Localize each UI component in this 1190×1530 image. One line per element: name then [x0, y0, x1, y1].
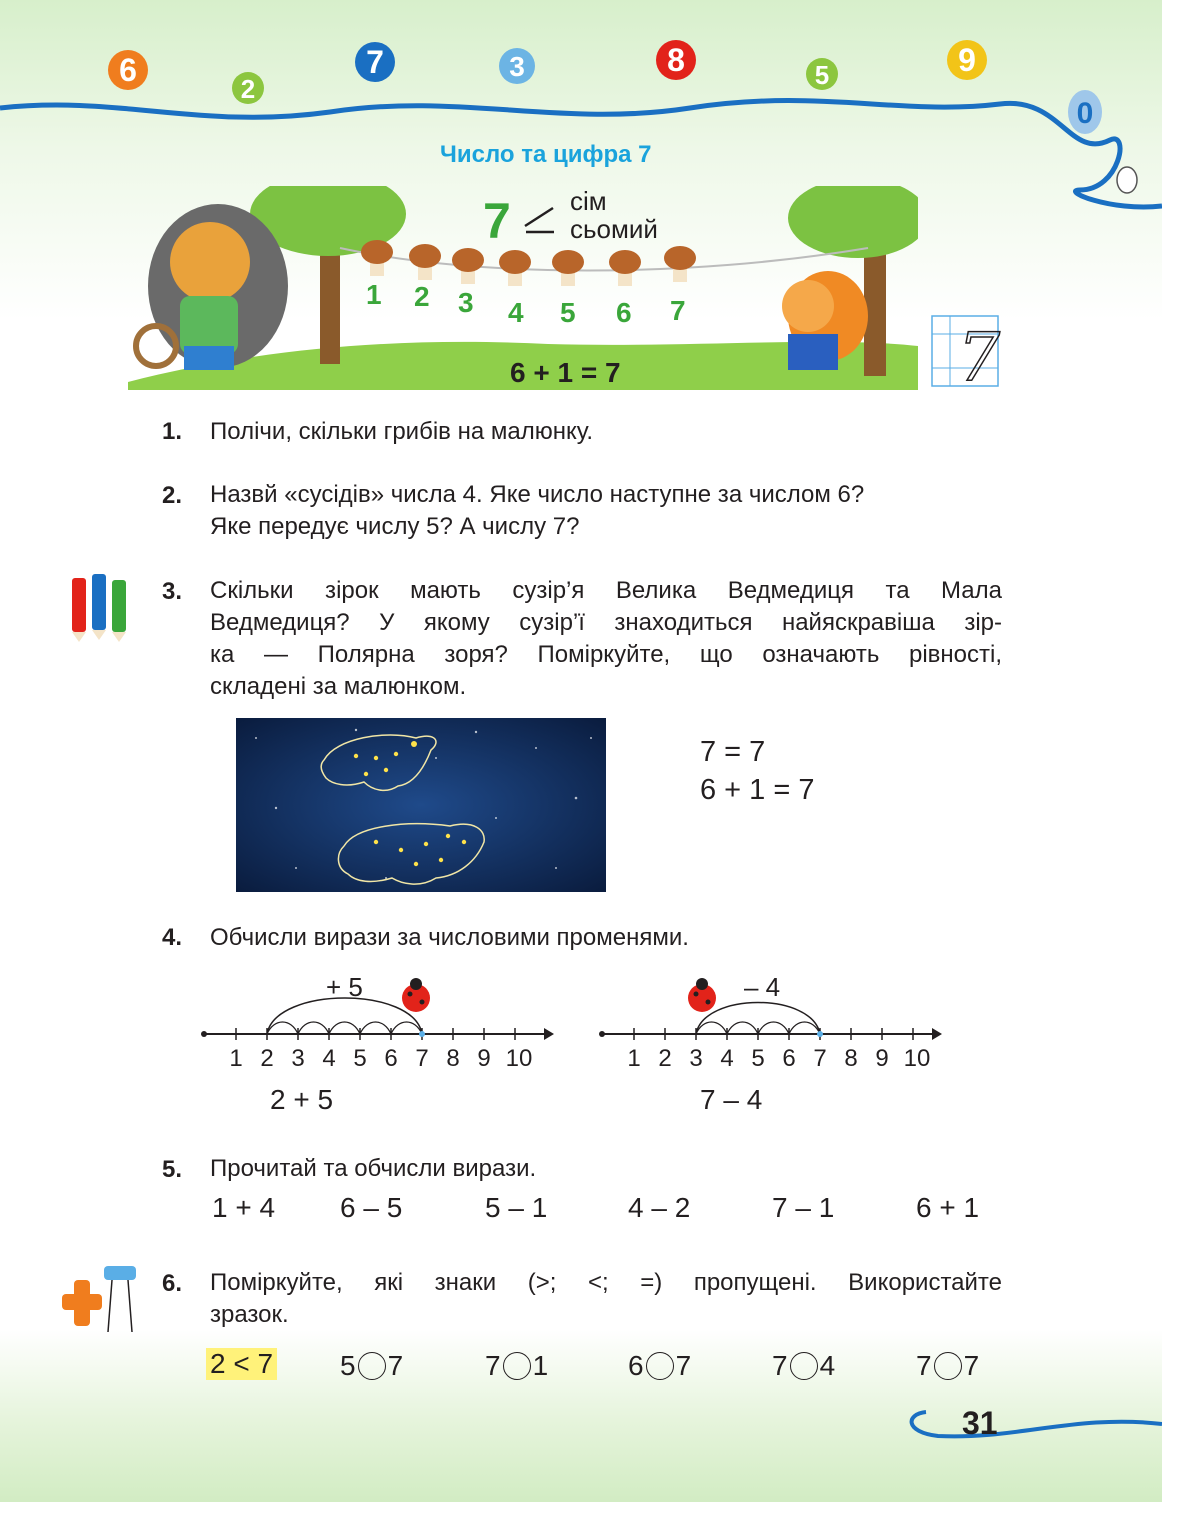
small-jumps-left — [267, 1022, 422, 1034]
big-digit-7: 7 — [483, 193, 511, 249]
digit-character-2 — [232, 72, 264, 104]
digit-character-7-label: 7 — [366, 44, 384, 80]
digit-characters-row — [0, 30, 1162, 210]
mushroom-2 — [409, 244, 441, 280]
right-tick-4: 4 — [720, 1045, 734, 1072]
right-tick-3: 3 — [689, 1045, 703, 1072]
mushroom-number-7: 7 — [670, 295, 686, 326]
expression-3: 5 – 1 — [485, 1192, 548, 1223]
exercise-2-number: 2. — [162, 482, 183, 509]
comparison-4-right: 4 — [819, 1350, 836, 1381]
page-title: Число та цифра 7 — [440, 141, 652, 168]
comparison-3-left: 6 — [628, 1350, 644, 1381]
digit-character-9 — [947, 40, 987, 80]
right-tick-9: 9 — [875, 1045, 889, 1072]
exercise-5-number: 5. — [162, 1156, 183, 1183]
number-line-left — [196, 968, 556, 1072]
comparison-1-right: 7 — [387, 1350, 404, 1381]
page-margin-right — [1162, 0, 1190, 1530]
right-tick-6: 6 — [782, 1045, 796, 1072]
right-expression: 7 – 4 — [700, 1084, 763, 1115]
sample-highlight: 2 < 7 — [206, 1348, 277, 1380]
comparison-2-right: 1 — [532, 1350, 549, 1381]
page-number: 31 — [962, 1405, 998, 1441]
constellations-picture — [236, 718, 606, 892]
pencils-group-icon — [60, 574, 136, 644]
right-tick-1: 1 — [627, 1045, 641, 1072]
exercise-3-line-3: ка — Полярна зоря? Поміркуйте, що означають рівності, — [210, 641, 1002, 668]
expression-1: 1 + 4 — [212, 1192, 276, 1223]
left-tick-6: 6 — [384, 1045, 398, 1072]
tree-crown-right — [788, 186, 918, 258]
comparison-4-blank[interactable] — [790, 1352, 818, 1380]
left-tick-9: 9 — [477, 1045, 491, 1072]
digit-character-3 — [499, 48, 535, 84]
exercise-3-line-2: Ведмедиця? У якому сузір’ї знаходиться найяскравіша зір- — [210, 609, 1002, 636]
exercise-3-equation-1: 7 = 7 — [700, 736, 766, 768]
scene-equation: 6 + 1 = 7 — [510, 357, 621, 388]
ladybug-icon-left — [402, 978, 430, 1012]
expression-5: 7 – 1 — [772, 1192, 835, 1223]
exercise-2-text — [210, 479, 1002, 543]
left-tick-2: 2 — [260, 1045, 274, 1072]
digit-character-3-label: 3 — [509, 51, 525, 82]
copybook-digit: 7 — [958, 319, 1000, 388]
expression-2: 6 – 5 — [340, 1192, 403, 1223]
mushroom-6 — [609, 250, 641, 286]
exercise-5-text: Прочитай та обчисли вирази. — [210, 1155, 537, 1182]
pointer-line-upper — [525, 208, 553, 226]
comparison-2 — [485, 1350, 548, 1382]
exercise-1-text: Полічи, скільки грибів на малюнку. — [210, 418, 593, 445]
comparison-4-left: 7 — [772, 1350, 788, 1381]
digit-character-8-label: 8 — [667, 42, 685, 78]
bottom-wave-decoration — [896, 1400, 1162, 1460]
left-expression: 2 + 5 — [270, 1084, 334, 1115]
mushroom-number-2: 2 — [414, 281, 430, 312]
comparison-sample — [206, 1348, 277, 1380]
expression-4: 4 – 2 — [628, 1192, 691, 1223]
digit-character-2-label: 2 — [240, 74, 256, 104]
left-tick-4: 4 — [322, 1045, 336, 1072]
mushroom-number-6: 6 — [616, 297, 632, 328]
exercise-6-text — [210, 1267, 1002, 1331]
comparison-3-right: 7 — [675, 1350, 692, 1381]
mushroom-7 — [664, 246, 696, 282]
comparison-1 — [340, 1350, 403, 1382]
digit-character-6 — [108, 50, 148, 90]
digit-character-9-label: 9 — [958, 42, 976, 78]
page-margin-bottom — [0, 1502, 1190, 1530]
mushroom-1 — [361, 240, 393, 276]
left-tick-7: 7 — [415, 1045, 429, 1072]
left-tick-3: 3 — [291, 1045, 305, 1072]
right-tick-8: 8 — [844, 1045, 858, 1072]
right-tick-2: 2 — [658, 1045, 672, 1072]
ladybug-icon-right — [688, 978, 716, 1012]
exercise-6-line-2: зразок. — [210, 1301, 289, 1328]
exercise-6-line-1: Поміркуйте, які знаки (>; <; =) пропущені. Використайте — [210, 1269, 1002, 1296]
comparison-1-left: 5 — [340, 1350, 356, 1381]
mushroom-number-4: 4 — [508, 297, 524, 328]
digit-character-7 — [355, 42, 395, 82]
left-tick-5: 5 — [353, 1045, 367, 1072]
right-jump-label: – 4 — [744, 972, 781, 1002]
exercise-1-number: 1. — [162, 418, 183, 445]
comparison-2-left: 7 — [485, 1350, 501, 1381]
comparison-5-right: 7 — [963, 1350, 980, 1381]
digit-character-6-label: 6 — [119, 52, 137, 88]
left-tick-10: 10 — [505, 1045, 533, 1072]
right-tick-7: 7 — [813, 1045, 827, 1072]
word-ordinal: сьомий — [570, 214, 658, 244]
mushroom-4 — [499, 250, 531, 286]
comparison-4 — [772, 1350, 835, 1382]
exercise-6-number: 6. — [162, 1270, 183, 1297]
comparison-3-blank[interactable] — [646, 1352, 674, 1380]
mushroom-number-5: 5 — [560, 297, 576, 328]
comparison-3 — [628, 1350, 691, 1382]
right-tick-10: 10 — [903, 1045, 931, 1072]
mushroom-scene-illustration — [128, 186, 918, 390]
comparison-1-blank[interactable] — [358, 1352, 386, 1380]
mushroom-number-1: 1 — [366, 279, 382, 310]
exercise-3-line-1: Скільки зірок мають сузір’я Велика Ведмедиця та Мала — [210, 577, 1002, 604]
exercise-4-number: 4. — [162, 924, 183, 951]
small-mascot-icon — [1117, 167, 1137, 193]
exercise-3-equation-2: 6 + 1 = 7 — [700, 774, 815, 806]
digit-character-8 — [656, 40, 696, 80]
left-tick-1: 1 — [229, 1045, 243, 1072]
comparison-5 — [916, 1350, 979, 1382]
digit-character-0-label: 0 — [1076, 97, 1094, 130]
exercise-2-line-2: Яке передує числу 5? А числу 7? — [210, 513, 580, 540]
mushroom-5 — [552, 250, 584, 286]
left-tick-8: 8 — [446, 1045, 460, 1072]
comparison-5-blank[interactable] — [934, 1352, 962, 1380]
comparison-5-left: 7 — [916, 1350, 932, 1381]
digit-character-5-label: 5 — [814, 60, 830, 90]
number-line-right — [594, 968, 954, 1072]
exercise-3-text — [210, 575, 1002, 703]
comparison-2-blank[interactable] — [503, 1352, 531, 1380]
plus-minus-characters-icon — [60, 1262, 140, 1338]
digit-character-5 — [806, 58, 838, 90]
exercise-4-text: Обчисли вирази за числовими променями. — [210, 924, 689, 951]
exercise-3-line-4: складені за малюнком. — [210, 673, 467, 700]
expression-6: 6 + 1 — [916, 1192, 980, 1223]
left-jump-label: + 5 — [326, 972, 363, 1002]
word-cardinal: сім — [570, 186, 607, 216]
mushroom-number-3: 3 — [458, 287, 474, 318]
mushroom-3 — [452, 248, 484, 284]
exercise-3-number: 3. — [162, 578, 183, 605]
mushroom-row — [361, 240, 696, 286]
hedgehog-figure — [136, 204, 288, 370]
big-jump-arc-left — [267, 998, 422, 1034]
digit-character-0 — [1068, 90, 1102, 134]
right-tick-5: 5 — [751, 1045, 765, 1072]
copybook-digit-box — [928, 314, 1002, 388]
exercise-2-line-1: Назвй «сусідів» числа 4. Яке число наступне за числом 6? — [210, 481, 865, 508]
